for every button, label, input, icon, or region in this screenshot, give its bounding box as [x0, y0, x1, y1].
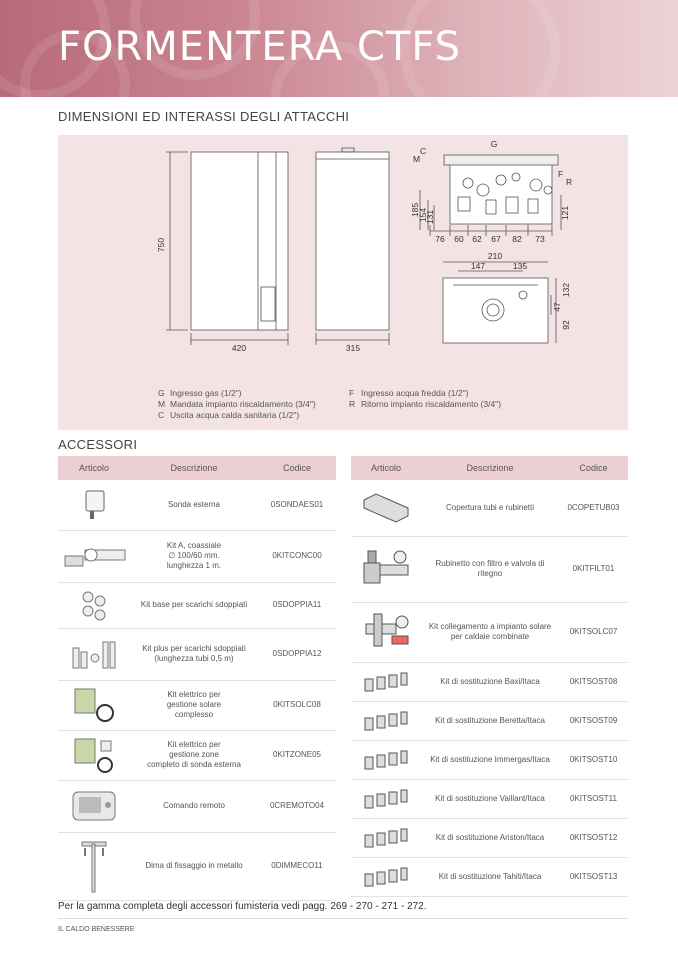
plan-dim-47: 47	[552, 302, 562, 312]
drain-kit-icon	[74, 587, 114, 623]
table-row: Comando remoto 0CREMOTO04	[58, 780, 336, 832]
front-height-dim: 750	[156, 237, 166, 253]
connection-label-m: M	[413, 154, 421, 164]
table-row: Dima di fissaggio in metallo 0DIMMECO11	[58, 832, 336, 900]
table-row: Kit elettrico per gestione solare complesso 0KITSOLC08	[58, 680, 336, 730]
mounting-template-icon	[74, 836, 114, 896]
table-row: Kit collegamento a impianto solare per caldaie combinate 0KITSOLC07	[351, 602, 628, 662]
table-header	[58, 456, 336, 480]
table-row: Kit di sostituzione Ariston/Itaca 0KITSOST12	[351, 818, 628, 857]
legend-item: R Ritorno impianto riscaldamento (3/4")	[349, 399, 502, 409]
replacement-kit-icon	[361, 667, 411, 697]
column-header-code: Codice	[258, 456, 336, 480]
table-row: Copertura tubi e rubinetti 0COPETUB03	[351, 480, 628, 536]
drain-plus-kit-icon	[69, 634, 119, 674]
plan-dim-210: 210	[487, 251, 503, 261]
column-header-code: Codice	[559, 456, 628, 480]
plan-dim-147: 147	[470, 261, 486, 271]
remote-control-icon	[69, 788, 119, 824]
legend-item: G Ingresso gas (1/2")	[158, 388, 242, 398]
spacing-60: 60	[454, 234, 464, 244]
accessories-table-left	[58, 456, 336, 901]
height-dim-154: 154	[418, 207, 428, 223]
replacement-kit-icon	[361, 745, 411, 775]
height-dim-121: 121	[560, 205, 570, 221]
replacement-kit-icon	[361, 784, 411, 814]
table-row: Rubinetto con filtro e valvola di ritegno 0KITFILT01	[351, 536, 628, 602]
spacing-76: 76	[435, 234, 445, 244]
dimensions-drawing	[58, 135, 628, 430]
column-header-article: Articolo	[58, 456, 130, 480]
valve-filter-icon	[356, 543, 416, 595]
replacement-kit-icon	[361, 823, 411, 853]
external-probe-icon	[74, 487, 114, 523]
accessories-title: ACCESSORI	[58, 437, 138, 452]
height-dim-185: 185	[410, 202, 420, 218]
table-row: Sonda esterna 0SONDAES01	[58, 480, 336, 530]
table-row: Kit di sostituzione Beretta/Itaca 0KITSOST09	[351, 701, 628, 740]
zone-electric-kit-icon	[69, 735, 119, 775]
footnote: Per la gamma completa degli accessori fumisteria vedi pagg. 269 - 270 - 271 - 272.	[58, 901, 427, 912]
table-row: Kit di sostituzione Tahiti/Itaca 0KITSOST13	[351, 857, 628, 896]
legend-left	[158, 388, 316, 421]
height-dim-131: 131	[425, 209, 435, 225]
legend-item: F Ingresso acqua fredda (1/2")	[349, 388, 469, 398]
page-footer: IL CALDO BENESSERE	[58, 926, 135, 933]
connection-label-c: C	[420, 146, 427, 156]
spacing-62: 62	[472, 234, 482, 244]
legend-right	[349, 388, 501, 410]
divider	[58, 918, 628, 919]
spacing-67: 67	[491, 234, 501, 244]
pipe-cover-icon	[358, 490, 414, 526]
technical-drawing	[58, 135, 628, 430]
table-row: Kit A, coassiale ∅ 100/60 mm. lunghezza 1 m. 0KITCONC00	[58, 530, 336, 582]
column-header-description: Descrizione	[130, 456, 258, 480]
side-depth-dim: 315	[345, 343, 361, 353]
spacing-73: 73	[535, 234, 545, 244]
table-row: Kit base per scarichi sdoppiati 0SDOPPIA11	[58, 582, 336, 628]
column-header-description: Descrizione	[421, 456, 559, 480]
replacement-kit-icon	[361, 862, 411, 892]
coaxial-kit-icon	[61, 538, 127, 574]
dimensions-title: DIMENSIONI ED INTERASSI DEGLI ATTACCHI	[58, 109, 350, 124]
replacement-kit-icon	[361, 706, 411, 736]
legend-item: M Mandata impianto riscaldamento (3/4")	[158, 399, 316, 409]
table-row: Kit di sostituzione Vaillant/Itaca 0KITSOST11	[351, 779, 628, 818]
connection-label-g: G	[490, 139, 498, 149]
table-row: Kit plus per scarichi sdoppiati (lunghezza tubi 0,5 m) 0SDOPPIA12	[58, 628, 336, 680]
table-header	[351, 456, 628, 480]
plan-dim-92: 92	[561, 320, 571, 330]
accessories-table-right	[351, 456, 628, 897]
header-banner	[0, 0, 678, 97]
solar-electric-kit-icon	[69, 685, 119, 725]
table-row: Kit elettrico per gestione zone completo di sonda esterna 0KITZONE05	[58, 730, 336, 780]
plan-dim-135: 135	[512, 261, 528, 271]
connection-label-r: R	[566, 177, 573, 187]
column-header-article: Articolo	[351, 456, 421, 480]
table-row: Kit di sostituzione Baxi/Itaca 0KITSOST08	[351, 662, 628, 701]
solar-connection-kit-icon	[356, 606, 416, 658]
plan-dim-132: 132	[561, 282, 571, 298]
spacing-82: 82	[512, 234, 522, 244]
table-row: Kit di sostituzione Immergas/Itaca 0KITSOST10	[351, 740, 628, 779]
page-title: FORMENTERA CTFS	[58, 24, 462, 70]
front-width-dim: 420	[231, 343, 247, 353]
legend-item: C Uscita acqua calda sanitaria (1/2")	[158, 410, 300, 420]
connection-label-f: F	[558, 169, 564, 179]
